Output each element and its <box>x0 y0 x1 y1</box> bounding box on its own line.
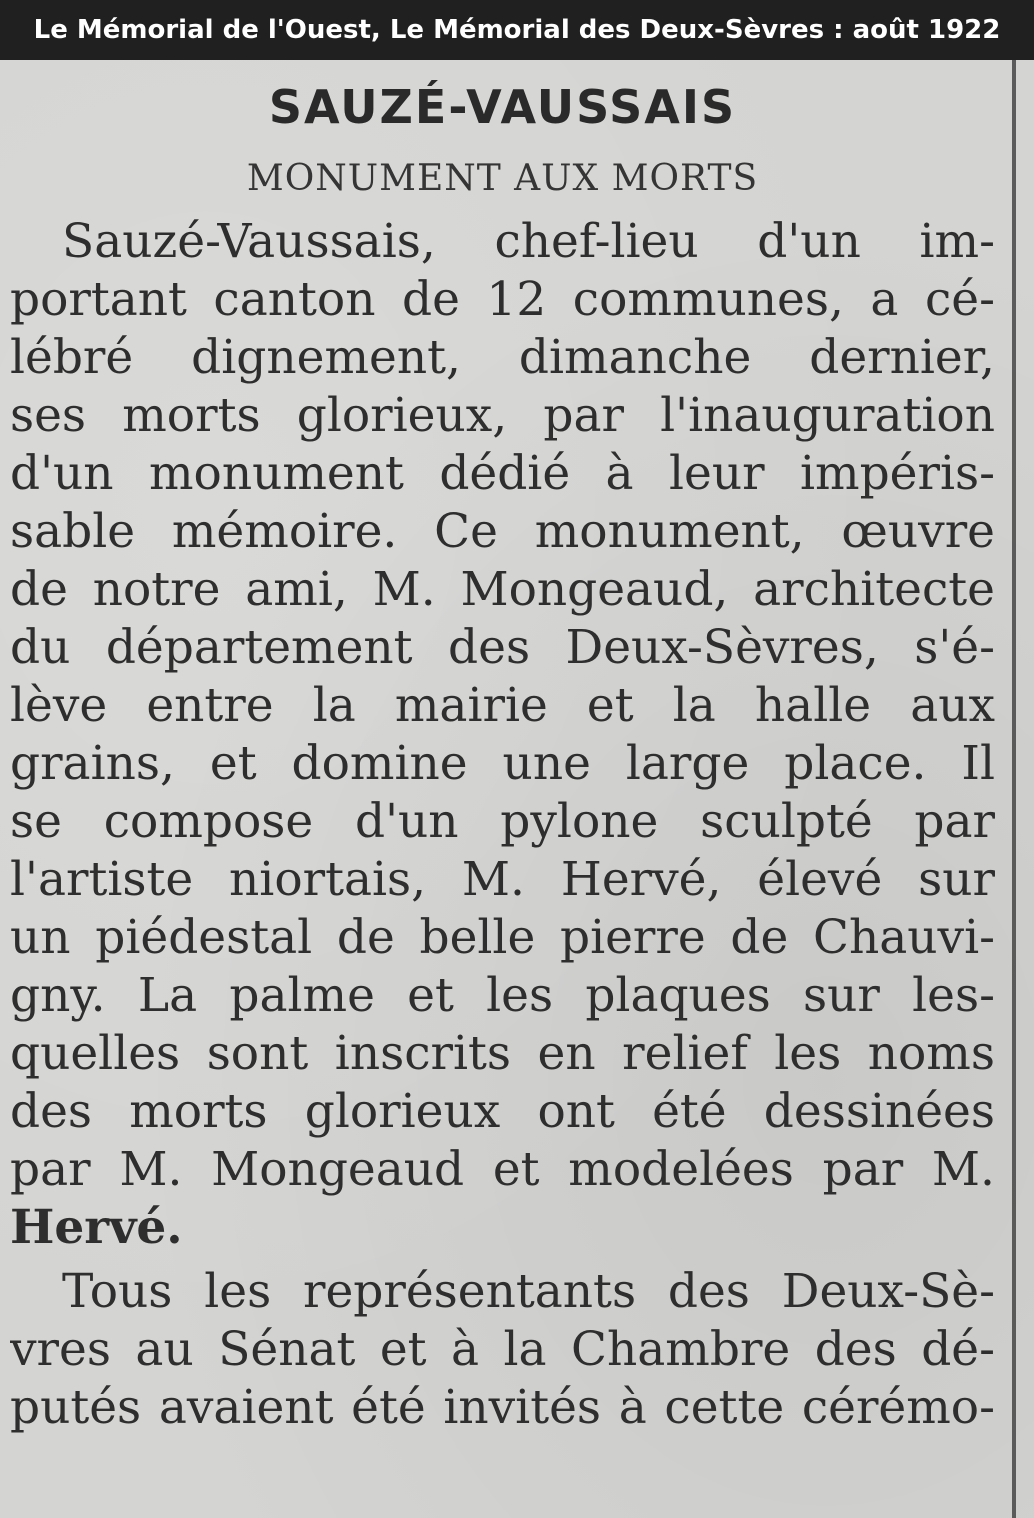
text-line: Tous les représentants des Deux-Sè- <box>62 1264 995 1319</box>
text-line: portant canton de 12 communes, a cé- <box>10 272 995 327</box>
article-column <box>10 60 995 1437</box>
text-line: l'artiste niortais, M. Hervé, élevé sur <box>10 852 995 907</box>
text-line: quelles sont inscrits en relief les noms <box>10 1026 995 1081</box>
text-line: grains, et domine une large place. Il <box>10 736 995 791</box>
paragraph-2 <box>10 1263 995 1437</box>
text-line: Hervé. <box>10 1200 183 1255</box>
column-rule <box>1012 60 1016 1518</box>
paragraph-1 <box>10 213 995 1257</box>
text-line: Sauzé-Vaussais, chef-lieu d'un im- <box>62 214 995 269</box>
newspaper-clipping <box>0 60 1034 1518</box>
text-line: se compose d'un pylone sculpté par <box>10 794 995 849</box>
text-line: d'un monument dédié à leur impéris- <box>10 446 995 501</box>
article-subheadline: MONUMENT AUX MORTS <box>246 158 759 199</box>
text-line: gny. La palme et les plaques sur les- <box>10 968 995 1023</box>
article-headline: SAUZÉ-VAUSSAIS <box>268 80 737 134</box>
text-line: putés avaient été invités à cette cérémo- <box>10 1380 995 1435</box>
text-line: lébré dignement, dimanche dernier, <box>10 330 995 385</box>
text-line: des morts glorieux ont été dessinées <box>10 1084 995 1139</box>
text-line: par M. Mongeaud et modelées par M. <box>10 1142 995 1197</box>
window-title: Le Mémorial de l'Ouest, Le Mémorial des Deux-Sèvres : août 1922 <box>0 0 1034 60</box>
text-line: de notre ami, M. Mongeaud, architecte <box>10 562 995 617</box>
text-line: sable mémoire. Ce monument, œuvre <box>10 504 995 559</box>
text-line: ses morts glorieux, par l'inauguration <box>10 388 995 443</box>
text-line: lève entre la mairie et la halle aux <box>10 678 995 733</box>
text-line: du département des Deux-Sèvres, s'é- <box>10 620 995 675</box>
text-line: un piédestal de belle pierre de Chauvi- <box>10 910 995 965</box>
text-line: vres au Sénat et à la Chambre des dé- <box>10 1322 995 1377</box>
